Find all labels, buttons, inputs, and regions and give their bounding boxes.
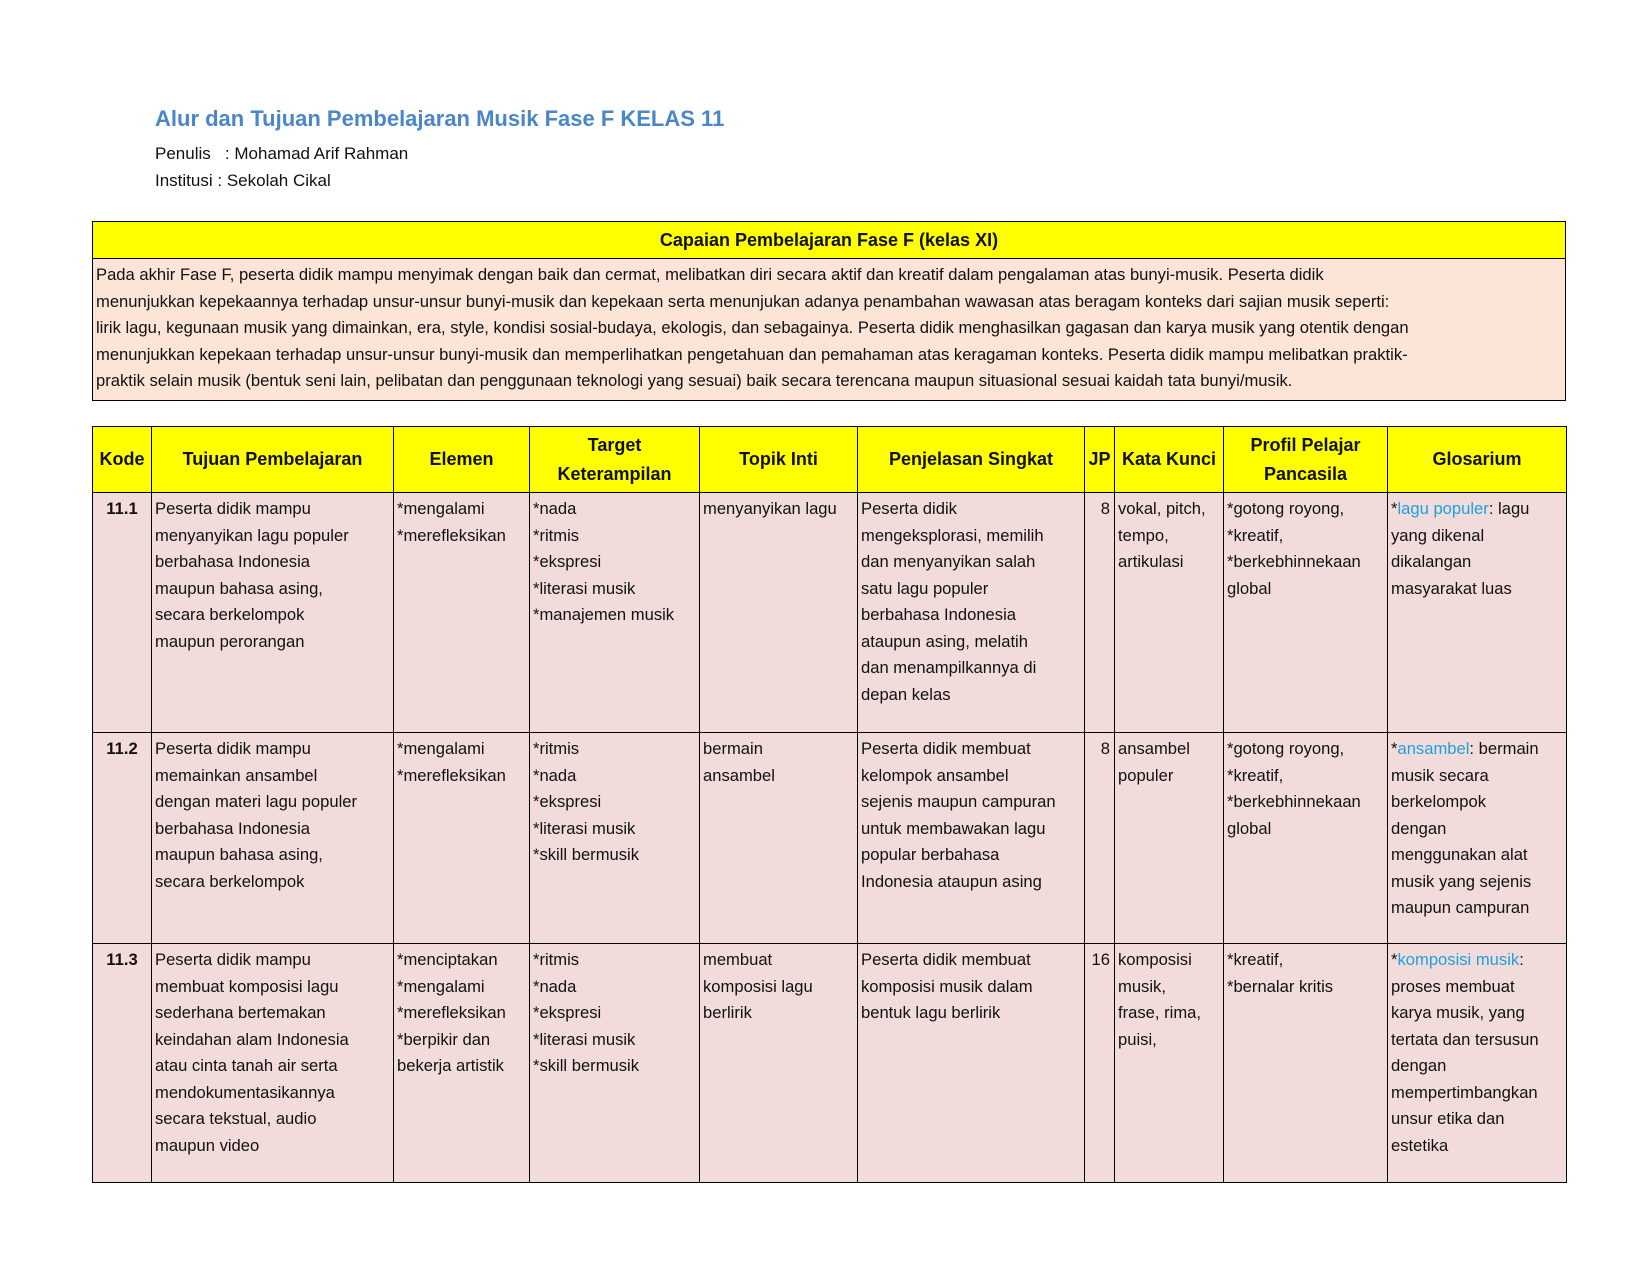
glossary-definition-line: proses membuat [1391,976,1515,996]
col-header-target-line: Keterampilan [557,463,672,484]
glossary-term: lagu populer [1397,499,1489,518]
cell-topik-line: ansambel [703,765,775,785]
glossary-definition-start: : bermain [1469,739,1539,758]
table-row [93,944,1567,1183]
col-header-target [530,427,700,493]
cell-topik [700,493,858,733]
glossary-definition-line: dengan [1391,1056,1447,1075]
cell-tujuan-line: menyanyikan lagu populer [155,525,349,545]
cell-tujuan [152,944,394,1183]
cell-elemen [394,944,530,1183]
cell-target [530,944,700,1183]
col-header-profil-line: Profil Pelajar [1250,434,1361,455]
glossary-bullet: * [1391,739,1398,758]
cell-target-line: *literasi musik [533,1029,636,1049]
institution-label: Institusi : [155,171,223,190]
cell-tujuan-line: secara berkelompok [155,605,305,624]
cell-jp: 8 [1085,493,1115,733]
col-header-penjelasan: Penjelasan Singkat [858,427,1085,493]
table-row [93,733,1567,944]
cell-penjelasan-line: dan menyanyikan salah [861,552,1036,571]
cell-target-line: *skill bermusik [533,845,640,864]
col-header-profil [1224,427,1388,493]
capaian-line: lirik lagu, kegunaan musik yang dimainkan, era, style, kondisi sosial-budaya, ekologis, dan sebagainya. Peserta didik menghasilkan gagasan dan karya musik yang otentik dengan [96,318,1409,337]
cell-jp: 8 [1085,733,1115,944]
glossary-definition-line: unsur etika dan [1391,1109,1505,1128]
cell-tujuan-line: keindahan alam Indonesia [155,1029,349,1049]
capaian-text [93,259,1565,400]
col-header-kata-kunci: Kata Kunci [1115,427,1224,493]
glossary-definition-line: mempertimbangkan [1391,1082,1538,1102]
cell-elemen-line: *merefleksikan [397,525,506,545]
cell-tujuan-line: maupun bahasa asing, [155,845,323,864]
cell-target-line: *ekspresi [533,792,602,811]
cell-penjelasan [858,493,1085,733]
capaian-heading: Capaian Pembelajaran Fase F (kelas XI) [93,222,1565,259]
cell-target-line: *literasi musik [533,578,636,598]
cell-kata-kunci-line: artikulasi [1118,552,1184,571]
cell-target-line: *ekspresi [533,1003,602,1022]
glossary-definition-line: dengan [1391,818,1447,838]
cell-topik-line: bermain [703,739,763,758]
cell-penjelasan [858,733,1085,944]
cell-penjelasan-line: mengeksplorasi, memilih [861,525,1044,545]
glossary-bullet: * [1391,950,1398,969]
cell-profil-line: *kreatif, [1227,950,1284,969]
cell-penjelasan-line: Peserta didik membuat [861,739,1031,758]
cell-profil-line: *bernalar kritis [1227,976,1334,996]
cell-profil [1224,733,1388,944]
cell-tujuan [152,493,394,733]
cell-glosarium [1388,493,1567,733]
glossary-definition-line: maupun campuran [1391,898,1530,917]
cell-elemen-line: *merefleksikan [397,765,506,785]
cell-target-line: *ritmis [533,739,580,758]
cell-elemen-line: *menciptakan [397,950,498,969]
cell-kode: 11.3 [93,944,152,1183]
cell-topik-line: membuat [703,950,773,969]
cell-kata-kunci-line: komposisi [1118,950,1192,969]
cell-topik [700,944,858,1183]
glossary-definition-line: musik yang sejenis [1391,871,1532,891]
capaian-box [92,221,1566,401]
cell-topik [700,733,858,944]
capaian-line: menunjukkan kepekaannya terhadap unsur-unsur bunyi-musik dan kepekaan serta menunjukan adanya penambahan wawasan atas beragam konteks dari sajian musik seperti: [96,291,1390,311]
cell-target [530,493,700,733]
cell-tujuan-line: Peserta didik mampu [155,499,311,518]
cell-target-line: *nada [533,499,577,518]
author-value: Mohamad Arif Rahman [234,144,409,163]
institution-line [155,171,331,191]
cell-elemen [394,733,530,944]
cell-tujuan-line: maupun video [155,1135,260,1155]
cell-topik-line: komposisi lagu [703,976,813,996]
cell-tujuan-line: membuat komposisi lagu [155,976,339,996]
capaian-line: menunjukkan kepekaan terhadap unsur-unsur bunyi-musik dan memperlihatkan pengetahuan dan pemahaman atas keragaman konteks. Peserta didik mampu melibatkan praktik- [96,344,1408,364]
col-header-profil-line: Pancasila [1263,463,1348,484]
cell-elemen-line: *mengalami [397,499,485,518]
cell-penjelasan-line: bentuk lagu berlirik [861,1003,1001,1022]
cell-tujuan-line: memainkan ansambel [155,765,318,785]
cell-profil-line: *kreatif, [1227,765,1284,785]
cell-tujuan-line: dengan materi lagu populer [155,792,358,811]
cell-topik-line: menyanyikan lagu [703,499,837,518]
cell-jp: 16 [1085,944,1115,1183]
col-header-tujuan: Tujuan Pembelajaran [152,427,394,493]
cell-penjelasan-line: dan menampilkannya di [861,658,1037,677]
col-header-target-line: Target [587,434,642,455]
cell-target-line: *nada [533,765,577,785]
cell-target-line: *ritmis [533,525,580,545]
cell-penjelasan-line: berbahasa Indonesia [861,605,1016,624]
cell-kata-kunci-line: tempo, [1118,525,1169,545]
cell-penjelasan-line: ataupun asing, melatih [861,631,1028,651]
glossary-term: komposisi musik [1397,950,1520,969]
cell-penjelasan-line: sejenis maupun campuran [861,792,1056,811]
cell-penjelasan [858,944,1085,1183]
cell-kata-kunci-line: musik, [1118,976,1166,996]
cell-kode: 11.2 [93,733,152,944]
cell-target-line: *skill bermusik [533,1056,640,1075]
cell-target-line: *manajemen musik [533,605,675,624]
cell-profil-line: *gotong royong, [1227,499,1345,518]
institution-value: Sekolah Cikal [226,171,331,190]
cell-glosarium [1388,944,1567,1183]
glossary-first-line [1391,736,1563,763]
glossary-definition-line: masyarakat luas [1391,578,1512,598]
cell-kata-kunci-line: vokal, pitch, [1118,499,1206,518]
col-header-glosarium: Glosarium [1388,427,1567,493]
cell-elemen-line: *mengalami [397,739,485,758]
cell-kata-kunci [1115,944,1224,1183]
cell-profil-line: global [1227,818,1272,838]
capaian-line: praktik selain musik (bentuk seni lain, pelibatan dan penggunaan teknologi yang sesuai) baik secara terencana maupun situasional sesuai kaidah tata bunyi/musik. [96,371,1293,390]
cell-target [530,733,700,944]
cell-tujuan-line: berbahasa Indonesia [155,552,310,571]
glossary-definition-start: : lagu [1488,499,1530,518]
cell-tujuan-line: maupun bahasa asing, [155,578,323,598]
cell-topik-line: berlirik [703,1003,752,1022]
cell-tujuan-line: mendokumentasikannya [155,1082,335,1102]
capaian-line: Pada akhir Fase F, peserta didik mampu menyimak dengan baik dan cermat, melibatkan diri secara aktif dan kreatif dalam pengalaman atas bunyi-musik. Peserta didik [96,265,1324,284]
learning-objectives-table [92,426,1567,1183]
glossary-first-line [1391,947,1563,974]
col-header-jp: JP [1085,427,1115,493]
cell-tujuan [152,733,394,944]
cell-penjelasan-line: kelompok ansambel [861,765,1009,785]
cell-kata-kunci-line: puisi, [1118,1029,1157,1049]
cell-profil-line: *gotong royong, [1227,739,1345,758]
cell-kata-kunci [1115,733,1224,944]
cell-penjelasan-line: untuk membawakan lagu [861,818,1046,838]
cell-target-line: *literasi musik [533,818,636,838]
cell-elemen-line: *mengalami [397,976,485,996]
cell-elemen-line: *berpikir dan [397,1029,491,1049]
cell-kata-kunci-line: populer [1118,765,1174,785]
glossary-first-line [1391,496,1563,523]
cell-penjelasan-line: satu lagu populer [861,578,989,598]
table-header-row [93,427,1567,493]
glossary-definition-line: karya musik, yang [1391,1003,1525,1022]
cell-penjelasan-line: Peserta didik membuat [861,950,1031,969]
author-line [155,144,408,164]
cell-kata-kunci [1115,493,1224,733]
cell-elemen [394,493,530,733]
cell-kata-kunci-line: frase, rima, [1118,1003,1201,1022]
glossary-definition-line: berkelompok [1391,792,1487,811]
cell-tujuan-line: Peserta didik mampu [155,950,311,969]
glossary-definition-start: : [1519,950,1524,969]
cell-tujuan-line: maupun perorangan [155,631,305,651]
glossary-bullet: * [1391,499,1398,518]
cell-target-line: *nada [533,976,577,996]
cell-elemen-line: *merefleksikan [397,1003,506,1022]
cell-profil-line: *berkebhinnekaan [1227,552,1361,571]
cell-penjelasan-line: popular berbahasa [861,845,1000,864]
cell-profil-line: *kreatif, [1227,525,1284,545]
table-body [93,493,1567,1183]
cell-profil [1224,944,1388,1183]
glossary-definition-line: musik secara [1391,765,1489,785]
cell-tujuan-line: atau cinta tanah air serta [155,1056,338,1075]
glossary-definition-line: estetika [1391,1135,1449,1155]
cell-tujuan-line: secara berkelompok [155,871,305,891]
cell-penjelasan-line: Peserta didik [861,499,957,518]
col-header-topik: Topik Inti [700,427,858,493]
cell-tujuan-line: berbahasa Indonesia [155,818,310,838]
glossary-term: ansambel [1397,739,1470,758]
page-title: Alur dan Tujuan Pembelajaran Musik Fase F KELAS 11 [155,106,725,131]
glossary-definition-line: tertata dan tersusun [1391,1029,1539,1049]
glossary-definition-line: dikalangan [1391,552,1472,571]
cell-tujuan-line: sederhana bertemakan [155,1003,326,1022]
cell-kata-kunci-line: ansambel [1118,739,1190,758]
cell-target-line: *ekspresi [533,552,602,571]
cell-profil-line: global [1227,578,1272,598]
col-header-kode: Kode [93,427,152,493]
cell-glosarium [1388,733,1567,944]
cell-profil [1224,493,1388,733]
glossary-definition-line: yang dikenal [1391,525,1485,545]
glossary-definition-line: menggunakan alat [1391,845,1528,864]
cell-penjelasan-line: komposisi musik dalam [861,976,1033,996]
cell-penjelasan-line: depan kelas [861,684,951,704]
cell-profil-line: *berkebhinnekaan [1227,792,1361,811]
table-row [93,493,1567,733]
cell-target-line: *ritmis [533,950,580,969]
cell-elemen-line: bekerja artistik [397,1056,504,1075]
col-header-elemen: Elemen [394,427,530,493]
cell-penjelasan-line: Indonesia ataupun asing [861,871,1042,891]
cell-tujuan-line: secara tekstual, audio [155,1109,317,1128]
author-label: Penulis : [155,144,230,163]
cell-tujuan-line: Peserta didik mampu [155,739,311,758]
cell-kode: 11.1 [93,493,152,733]
